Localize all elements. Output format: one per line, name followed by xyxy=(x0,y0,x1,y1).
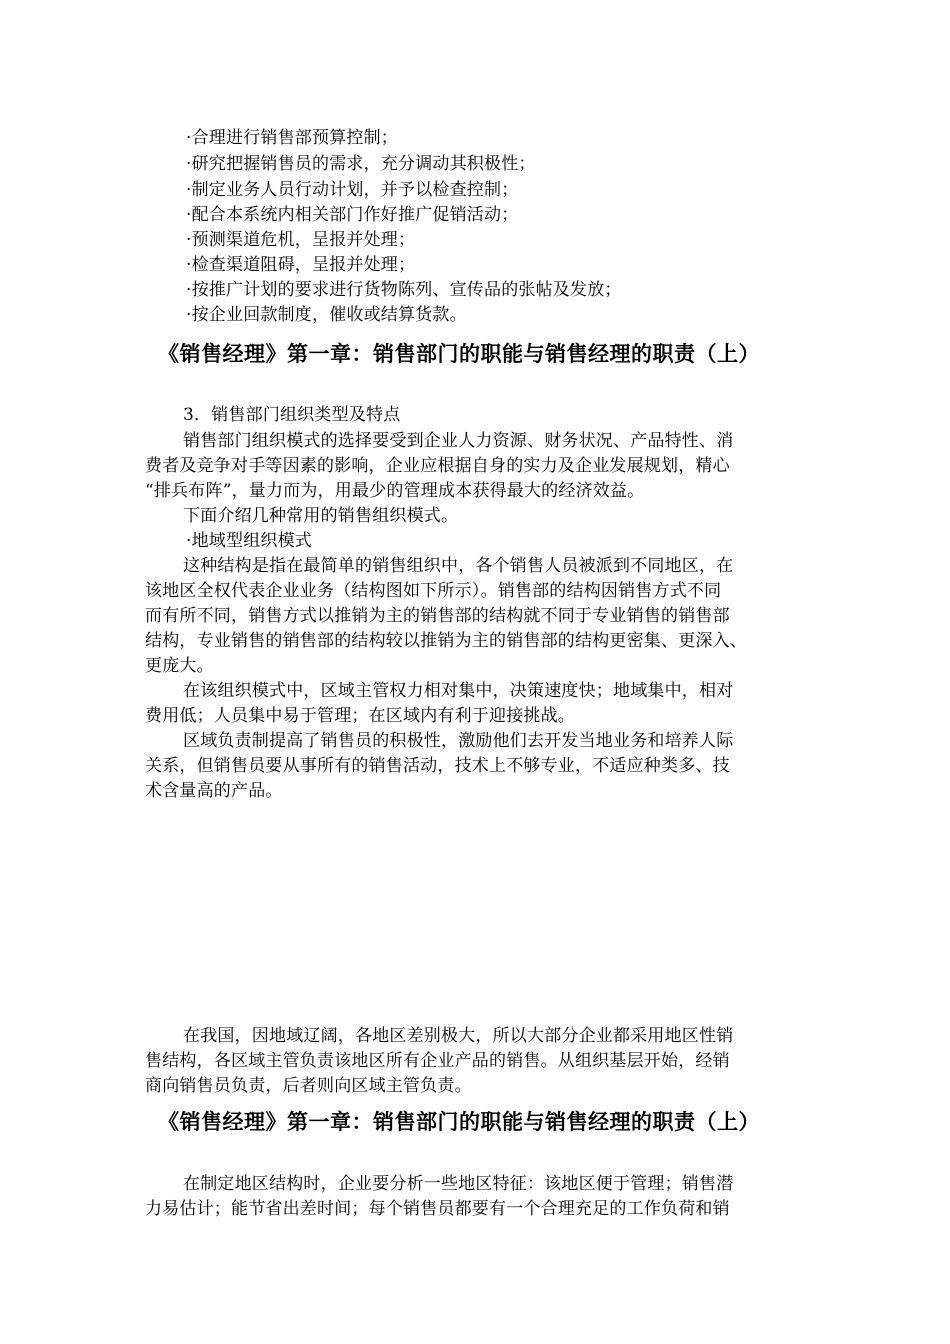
paragraph-line: 区域负责制提高了销售员的积极性，激励他们去开发当地业务和培养人际 xyxy=(183,731,734,751)
paragraph-line: 关系，但销售员要从事所有的销售活动，技术上不够专业，不适应种类多、技 xyxy=(145,756,730,776)
paragraph-line: 费用低；人员集中易于管理；在区域内有利于迎接挑战。 xyxy=(145,706,575,726)
paragraph-intro: 下面介绍几种常用的销售组织模式。 xyxy=(183,506,459,526)
list-item: ·研究把握销售员的需求，充分调动其积极性； xyxy=(186,154,536,174)
list-item: ·检查渠道阻碍，呈报并处理； xyxy=(186,255,416,275)
paragraph-line: 售结构，各区域主管负责该地区所有企业产品的销售。从组织基层开始，经销 xyxy=(145,1051,730,1071)
paragraph-line: 商向销售员负责，后者则向区域主管负责。 xyxy=(145,1076,472,1096)
paragraph-line: 而有所不同，销售方式以推销为主的销售部的结构就不同于专业销售的销售部 xyxy=(145,606,730,626)
paragraph-line: 销售部门组织模式的选择要受到企业人力资源、财务状况、产品特性、消 xyxy=(183,431,734,451)
paragraph-line: 术含量高的产品。 xyxy=(145,781,283,801)
list-item: ·预测渠道危机，呈报并处理； xyxy=(186,230,416,250)
chapter-heading: 《销售经理》第一章：销售部门的职能与销售经理的职责（上） xyxy=(158,341,760,366)
list-item: ·按企业回款制度，催收或结算货款。 xyxy=(186,305,467,325)
list-item: ·制定业务人员行动计划，并予以检查控制； xyxy=(186,180,519,200)
section-title: 3．销售部门组织类型及特点 xyxy=(183,405,401,425)
paragraph-line: 该地区全权代表企业业务（结构图如下所示）。销售部的结构因销售方式不同 xyxy=(145,581,722,601)
list-item: ·配合本系统内相关部门作好推广促销活动； xyxy=(186,205,519,225)
paragraph-line: 费者及竞争对手等因素的影响，企业应根据自身的实力及企业发展规划，精心 xyxy=(145,456,730,476)
paragraph-line: 结构，专业销售的销售部的结构较以推销为主的销售部的结构更密集、更深入、 xyxy=(145,631,747,651)
paragraph-line: 在我国，因地域辽阔，各地区差别极大，所以大部分企业都采用地区性销 xyxy=(183,1026,734,1046)
paragraph-line: 力易估计；能节省出差时间；每个销售员都要有一个合理充足的工作负荷和销 xyxy=(145,1199,730,1219)
paragraph-line: 这种结构是指在最简单的销售组织中，各个销售人员被派到不同地区，在 xyxy=(183,556,734,576)
list-item: ·按推广计划的要求进行货物陈列、宣传品的张帖及发放； xyxy=(186,280,622,300)
paragraph-line: 在制定地区结构时，企业要分析一些地区特征：该地区便于管理；销售潜 xyxy=(183,1174,734,1194)
paragraph-line: 在该组织模式中，区域主管权力相对集中，决策速度快；地域集中，相对 xyxy=(183,681,734,701)
blank-figure-area xyxy=(145,810,805,1010)
paragraph-line: 更庞大。 xyxy=(145,656,214,676)
chapter-heading-repeat: 《销售经理》第一章：销售部门的职能与销售经理的职责（上） xyxy=(158,1109,760,1134)
list-item: ·合理进行销售部预算控制； xyxy=(186,128,399,148)
list-item-regional-model: ·地域型组织模式 xyxy=(186,531,313,551)
paragraph-line: “排兵布阵”，量力而为，用最少的管理成本获得最大的经济效益。 xyxy=(145,481,645,501)
